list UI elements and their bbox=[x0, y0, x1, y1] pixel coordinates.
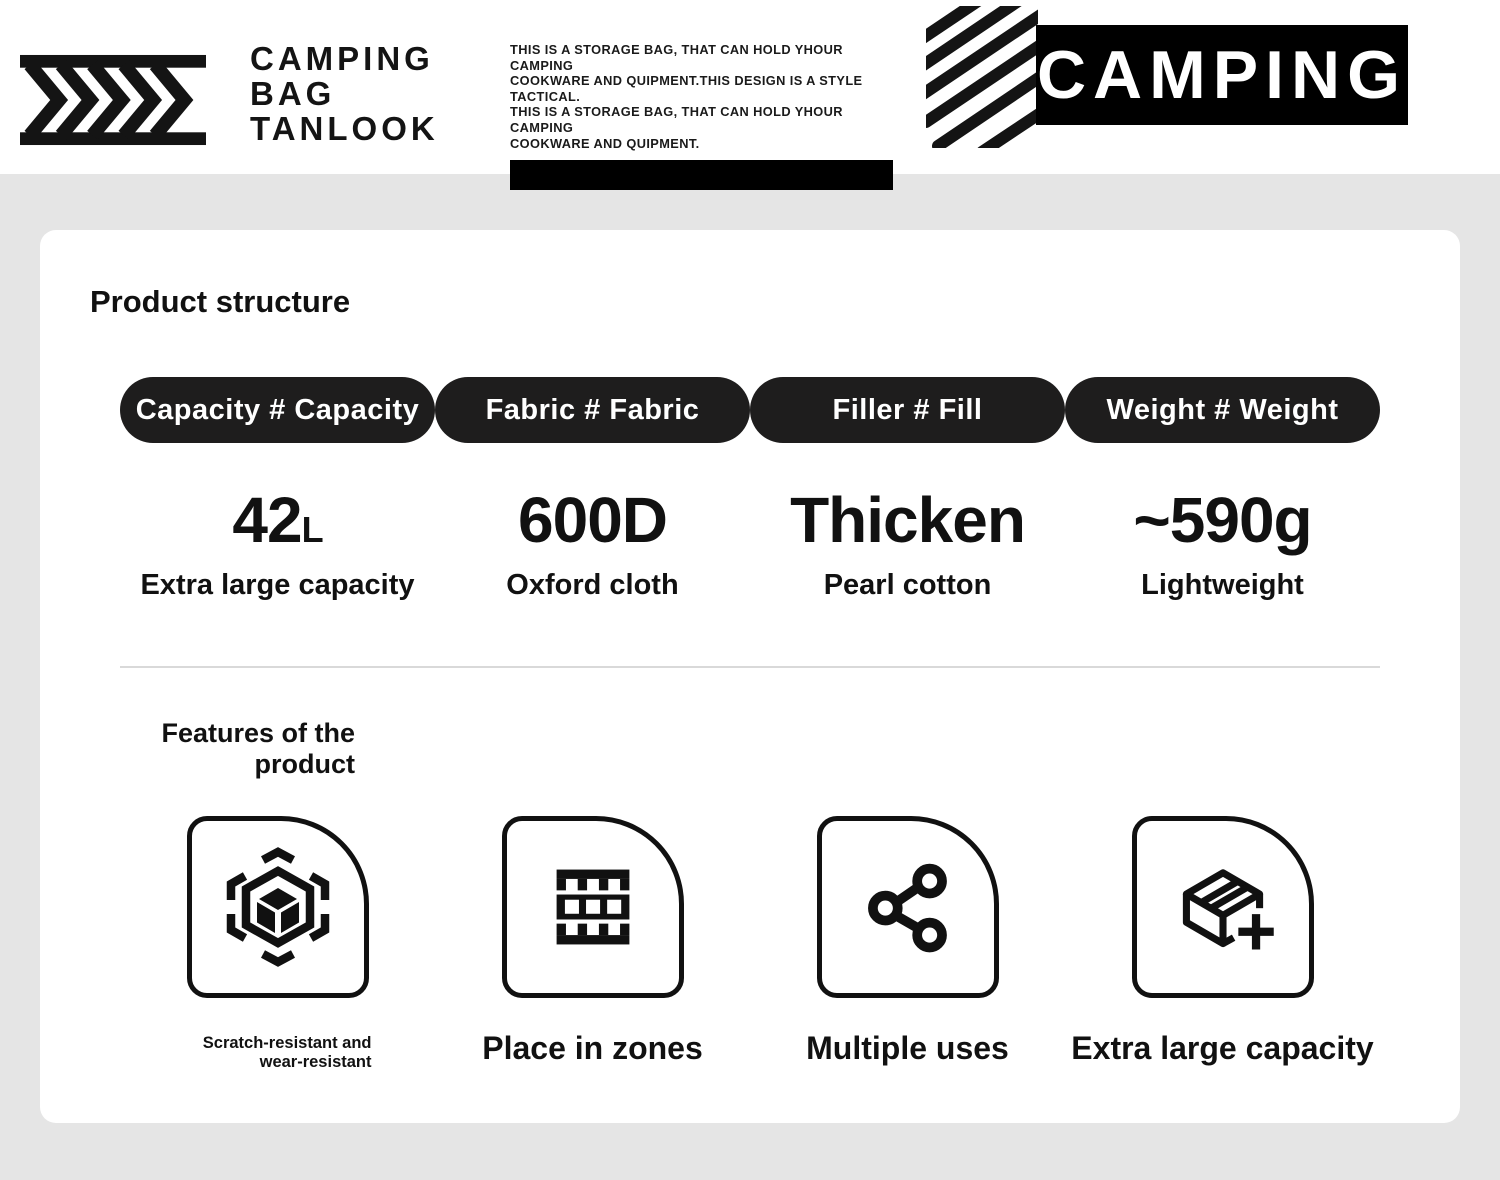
header-description bbox=[510, 42, 896, 190]
pill-weight: Weight # Weight bbox=[1065, 377, 1380, 443]
description-line-1: THIS IS A STORAGE BAG, THAT CAN HOLD YHOUR CAMPING bbox=[510, 42, 843, 73]
camping-banner-box bbox=[1036, 25, 1408, 125]
feature-label: Multiple uses bbox=[806, 1030, 1009, 1066]
brand-name bbox=[250, 41, 439, 146]
spec-value-fabric bbox=[518, 483, 667, 567]
feature-place-in-zones bbox=[435, 816, 750, 1071]
spec-label-filler: Pearl cotton bbox=[823, 569, 992, 601]
camping-banner-title: CAMPING bbox=[1036, 37, 1408, 113]
feature-extra-large-capacity bbox=[1065, 816, 1380, 1071]
spec-value-number: ~590g bbox=[1133, 484, 1312, 556]
diagonal-stripes-icon bbox=[926, 6, 1038, 148]
spec-value-number: 600D bbox=[518, 484, 667, 556]
header-description-text bbox=[510, 42, 896, 151]
feature-label-line-1: Scratch-resistant and bbox=[202, 1034, 372, 1052]
spec-label-fabric: Oxford cloth bbox=[506, 569, 679, 601]
section-title-product-structure: Product structure bbox=[90, 284, 351, 319]
spec-value-suffix: L bbox=[301, 509, 323, 550]
spec-label-weight: Lightweight bbox=[1141, 569, 1304, 601]
pill-fabric: Fabric # Fabric bbox=[435, 377, 750, 443]
brand-line-3: TANLOOK bbox=[250, 109, 439, 147]
share-nodes-icon bbox=[854, 853, 962, 961]
spec-capacity bbox=[120, 377, 435, 602]
feature-label bbox=[184, 1034, 372, 1071]
pill-filler: Filler # Fill bbox=[750, 377, 1065, 443]
features-title-line-2: product bbox=[254, 749, 355, 779]
feature-icon-card bbox=[817, 816, 999, 998]
spec-weight bbox=[1065, 377, 1380, 602]
feature-icon-card bbox=[1132, 816, 1314, 998]
feature-label: Place in zones bbox=[482, 1030, 703, 1066]
page-background bbox=[0, 174, 1500, 1180]
brand-line-2: BAG bbox=[250, 74, 336, 112]
spec-value-number: 42 bbox=[232, 484, 302, 556]
features-title-line-1: Features of the bbox=[161, 718, 355, 748]
section-divider bbox=[120, 666, 1380, 668]
pill-capacity: Capacity # Capacity bbox=[120, 377, 435, 443]
brand-logo bbox=[20, 40, 439, 146]
feature-label-line-2: wear-resistant bbox=[259, 1052, 372, 1071]
cube-scan-icon bbox=[218, 847, 338, 967]
section-title-features bbox=[105, 718, 355, 780]
brand-line-1: CAMPING bbox=[250, 39, 434, 77]
feature-label: Extra large capacity bbox=[1071, 1030, 1374, 1066]
grid-zones-icon bbox=[541, 855, 645, 959]
camping-banner bbox=[926, 0, 1500, 174]
specs-row bbox=[40, 377, 1460, 602]
feature-multiple-uses bbox=[750, 816, 1065, 1071]
product-info-card bbox=[40, 230, 1460, 1123]
header-banner bbox=[0, 0, 1500, 174]
feature-scratch-resistant bbox=[120, 816, 435, 1071]
spec-value-weight bbox=[1133, 483, 1311, 567]
box-plus-icon bbox=[1164, 848, 1282, 966]
description-line-2: COOKWARE AND QUIPMENT.THIS DESIGN IS A STYLE TACTICAL. bbox=[510, 73, 863, 104]
description-line-4: COOKWARE AND QUIPMENT. bbox=[510, 135, 700, 151]
description-line-3: THIS IS A STORAGE BAG, THAT CAN HOLD YHOUR CAMPING bbox=[510, 104, 843, 135]
features-row bbox=[40, 816, 1460, 1071]
solid-divider-bar bbox=[510, 160, 893, 190]
feature-icon-card bbox=[502, 816, 684, 998]
spec-value-capacity bbox=[232, 483, 322, 567]
spec-value-number: Thicken bbox=[790, 484, 1025, 556]
spec-label-capacity: Extra large capacity bbox=[140, 569, 415, 601]
feature-icon-card bbox=[187, 816, 369, 998]
chevrons-right-icon bbox=[20, 54, 206, 146]
spec-value-filler bbox=[790, 483, 1025, 567]
spec-fabric bbox=[435, 377, 750, 602]
spec-filler bbox=[750, 377, 1065, 602]
